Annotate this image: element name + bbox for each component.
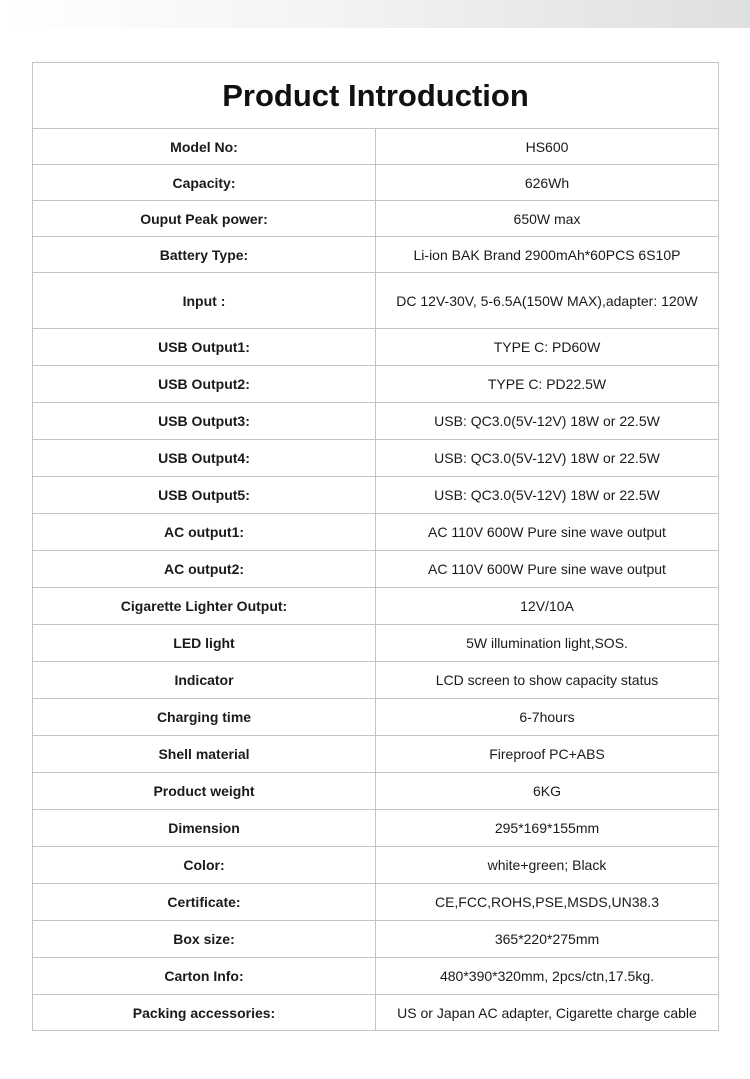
spec-value: AC 110V 600W Pure sine wave output xyxy=(376,551,719,588)
spec-row-box-size xyxy=(33,921,719,958)
spec-row-packing-accessories xyxy=(33,995,719,1031)
spec-value: Fireproof PC+ABS xyxy=(376,736,719,773)
spec-row-battery-type xyxy=(33,237,719,273)
spec-row-charging-time xyxy=(33,699,719,736)
spec-label: Cigarette Lighter Output: xyxy=(33,588,376,625)
spec-row-product-weight xyxy=(33,773,719,810)
spec-value: LCD screen to show capacity status xyxy=(376,662,719,699)
spec-label: Charging time xyxy=(33,699,376,736)
spec-label: Certificate: xyxy=(33,884,376,921)
spec-value: 6-7hours xyxy=(376,699,719,736)
spec-label: Product weight xyxy=(33,773,376,810)
spec-label: AC output1: xyxy=(33,514,376,551)
spec-label: Carton Info: xyxy=(33,958,376,995)
spec-value: 295*169*155mm xyxy=(376,810,719,847)
spec-value: HS600 xyxy=(376,129,719,165)
spec-row-usb-output-5 xyxy=(33,477,719,514)
spec-value: 5W illumination light,SOS. xyxy=(376,625,719,662)
top-banner-strip xyxy=(0,0,750,28)
spec-row-led-light xyxy=(33,625,719,662)
spec-value: USB: QC3.0(5V-12V) 18W or 22.5W xyxy=(376,440,719,477)
spec-row-usb-output-1 xyxy=(33,329,719,366)
spec-row-color xyxy=(33,847,719,884)
spec-value: 6KG xyxy=(376,773,719,810)
spec-row-dimension xyxy=(33,810,719,847)
spec-value: 650W max xyxy=(376,201,719,237)
spec-row-model xyxy=(33,129,719,165)
spec-row-ac-output-2 xyxy=(33,551,719,588)
spec-label: Dimension xyxy=(33,810,376,847)
spec-label: Capacity: xyxy=(33,165,376,201)
spec-label: Box size: xyxy=(33,921,376,958)
spec-label: USB Output3: xyxy=(33,403,376,440)
spec-value: DC 12V-30V, 5-6.5A(150W MAX),adapter: 120W xyxy=(376,273,719,329)
spec-label: Shell material xyxy=(33,736,376,773)
spec-row-usb-output-2 xyxy=(33,366,719,403)
spec-row-certificate xyxy=(33,884,719,921)
title-row xyxy=(33,63,719,129)
spec-value: white+green; Black xyxy=(376,847,719,884)
spec-value: 480*390*320mm, 2pcs/ctn,17.5kg. xyxy=(376,958,719,995)
spec-label: Input : xyxy=(33,273,376,329)
spec-value: Li-ion BAK Brand 2900mAh*60PCS 6S10P xyxy=(376,237,719,273)
spec-label: USB Output1: xyxy=(33,329,376,366)
spec-value: USB: QC3.0(5V-12V) 18W or 22.5W xyxy=(376,477,719,514)
spec-label: USB Output2: xyxy=(33,366,376,403)
spec-label: AC output2: xyxy=(33,551,376,588)
spec-label: Ouput Peak power: xyxy=(33,201,376,237)
spec-value: US or Japan AC adapter, Cigarette charge cable xyxy=(376,995,719,1031)
spec-label: LED light xyxy=(33,625,376,662)
spec-label: USB Output5: xyxy=(33,477,376,514)
page-title: Product Introduction xyxy=(33,63,719,129)
spec-row-usb-output-4 xyxy=(33,440,719,477)
spec-label: Battery Type: xyxy=(33,237,376,273)
spec-label: Packing accessories: xyxy=(33,995,376,1031)
spec-row-cigarette-lighter xyxy=(33,588,719,625)
spec-row-input xyxy=(33,273,719,329)
spec-row-usb-output-3 xyxy=(33,403,719,440)
spec-value: AC 110V 600W Pure sine wave output xyxy=(376,514,719,551)
spec-value: USB: QC3.0(5V-12V) 18W or 22.5W xyxy=(376,403,719,440)
spec-row-peak-power xyxy=(33,201,719,237)
spec-row-ac-output-1 xyxy=(33,514,719,551)
spec-value: TYPE C: PD60W xyxy=(376,329,719,366)
spec-row-capacity xyxy=(33,165,719,201)
spec-table xyxy=(32,62,719,1031)
spec-label: Indicator xyxy=(33,662,376,699)
spec-label: USB Output4: xyxy=(33,440,376,477)
spec-value: TYPE C: PD22.5W xyxy=(376,366,719,403)
spec-value: 626Wh xyxy=(376,165,719,201)
spec-value: 12V/10A xyxy=(376,588,719,625)
spec-row-carton-info xyxy=(33,958,719,995)
spec-value: CE,FCC,ROHS,PSE,MSDS,UN38.3 xyxy=(376,884,719,921)
spec-label: Model No: xyxy=(33,129,376,165)
spec-label: Color: xyxy=(33,847,376,884)
spec-row-shell-material xyxy=(33,736,719,773)
spec-row-indicator xyxy=(33,662,719,699)
spec-value: 365*220*275mm xyxy=(376,921,719,958)
